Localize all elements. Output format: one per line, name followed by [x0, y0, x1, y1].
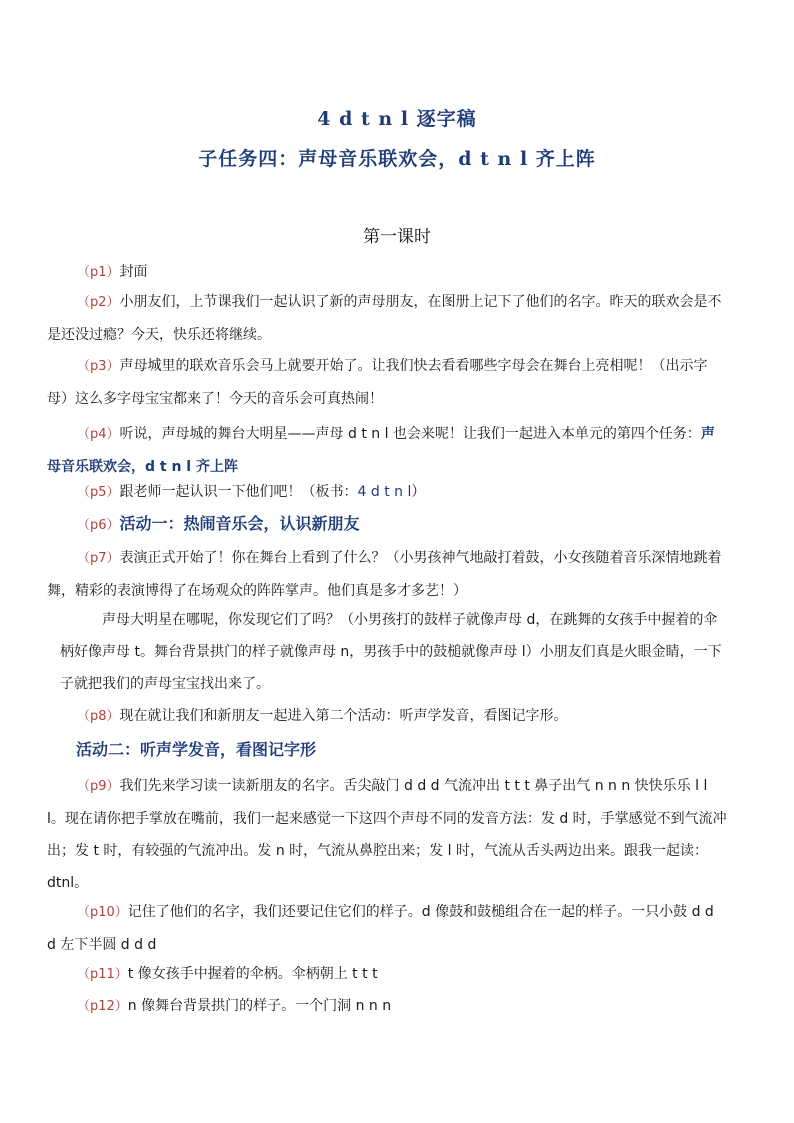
paragraph-p6: [47, 508, 727, 542]
document-title: 4 d t n l 逐字稿: [317, 108, 477, 130]
paragraph-text: n 像舞台背景拱门的样子。一个门洞 n n n: [127, 998, 392, 1014]
paragraph-p7b: [60, 604, 728, 700]
board-letters: 4 d t n l: [357, 484, 412, 500]
slide-tag: （p5）: [77, 485, 120, 500]
slide-tag: （p3）: [77, 359, 120, 374]
paragraph-text: 表演正式开始了！你在舞台上看到了什么？（小男孩神气地敲打着鼓，小女孩随着音乐深情地跳着舞，精彩的表演博得了在场观众的阵阵掌声。他们真是多才多艺！）: [47, 550, 722, 599]
slide-tag: （p1）: [77, 265, 120, 280]
task-name: 声母音乐联欢会，d t n l 齐上阵: [47, 426, 715, 475]
paragraph-p10: [47, 896, 727, 961]
paragraph-text: 声母大明星在哪呢，你发现它们了吗？（小男孩打的鼓样子就像声母 d，在跳舞的女孩手中握着的伞柄好像声母 t。舞台背景拱门的样子就像声母 n，男孩手中的鼓槌就像声母 l）小朋友们真是火眼金睛，一下子就把我们的声母宝宝找出来了。: [60, 612, 722, 692]
paragraph-text: 听说，声母城的舞台大明星——声母 d t n l 也会来呢！让我们一起进入本单元的第四个任务：: [119, 426, 701, 442]
paragraph-p12: [47, 990, 727, 1023]
paragraph-text-end: ）: [411, 484, 426, 500]
document-subtitle: 子任务四：声母音乐联欢会，d t n l 齐上阵: [198, 148, 596, 170]
slide-tag: （p2）: [77, 295, 120, 310]
paragraph-p9: [47, 770, 727, 899]
paragraph-text: t 像女孩手中握着的伞柄。伞柄朝上 t t t: [127, 966, 378, 982]
paragraph-text: 声母城里的联欢音乐会马上就要开始了。让我们快去看看哪些字母会在舞台上亮相呢！（出示字母）这么多字母宝宝都来了！今天的音乐会可真热闹！: [47, 358, 708, 407]
paragraph-p7: [47, 542, 727, 607]
activity-two-heading: 活动二：听声学发音，看图记字形: [76, 740, 317, 759]
paragraph-text: 封面: [119, 264, 148, 280]
paragraph-p11: [47, 958, 727, 991]
slide-tag: （p6）: [77, 518, 120, 533]
paragraph-p4: [47, 418, 727, 483]
paragraph-text: 记住了他们的名字，我们还要记住它们的样子。d 像鼓和鼓槌组合在一起的样子。一只小鼓 d d d 左下半圆 d d d: [47, 904, 714, 953]
slide-tag: （p8）: [77, 709, 120, 724]
paragraph-p2: [47, 286, 727, 351]
paragraph-text: 跟老师一起认识一下他们吧！（板书：: [119, 484, 358, 500]
slide-tag: （p7）: [77, 551, 120, 566]
paragraph-p8: [47, 700, 727, 733]
paragraph-text: 我们先来学习读一读新朋友的名字。舌尖敲门 d d d 气流冲出 t t t 鼻子出气 n n n 快快乐乐 l l l。现在请你把手掌放在嘴前，我们一起来感觉一下这四个声母不同的发音方法：发 d 时，手掌感觉不到气流冲出；发 t 时，有较强的气流冲出。发 n 时，气流从鼻腔出来；发 l 时，气流从舌头两边出来。跟我一起读：dtnl。: [47, 778, 727, 891]
slide-tag: （p4）: [77, 427, 120, 442]
slide-tag: （p11）: [77, 967, 128, 982]
slide-tag: （p12）: [77, 999, 128, 1014]
paragraph-p1: [47, 256, 727, 289]
paragraph-p3: [47, 350, 727, 415]
slide-tag: （p10）: [77, 905, 128, 920]
activity-one-heading: 活动一：热闹音乐会，认识新朋友: [119, 514, 360, 533]
slide-tag: （p9）: [77, 779, 120, 794]
paragraph-text: 现在就让我们和新朋友一起进入第二个活动：听声学发音，看图记字形。: [119, 708, 568, 724]
section-heading: 第一课时: [363, 227, 431, 247]
paragraph-text: 小朋友们，上节课我们一起认识了新的声母朋友，在图册上记下了他们的名字。昨天的联欢会是不是还没过瘾？今天，快乐还将继续。: [47, 294, 722, 343]
paragraph-p5: [47, 476, 727, 509]
